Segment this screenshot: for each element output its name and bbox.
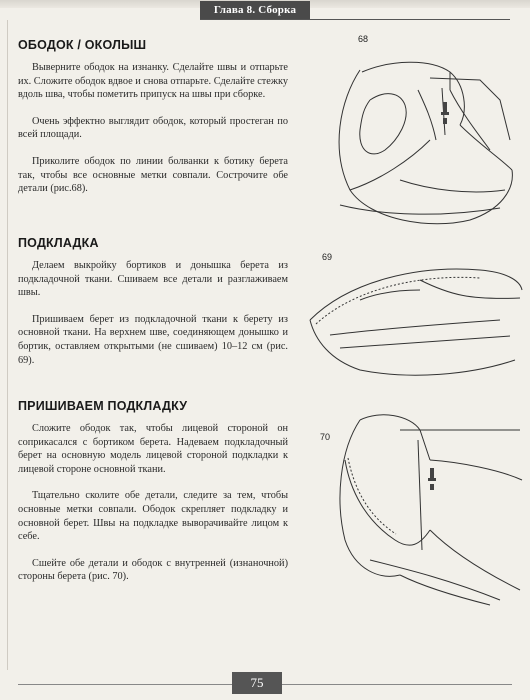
figure-69 (300, 240, 525, 380)
section-rim (18, 38, 288, 196)
figure-70 (300, 400, 525, 610)
beret-rim-illustration (300, 30, 525, 230)
paragraph: Приколите ободок по линии болванки к ботику берета так, чтобы все основные метки совпали. Сострочите обе детали (рис.68). (18, 155, 288, 195)
page-edge-rule (7, 20, 8, 670)
chapter-title: Глава 8. Сборка (200, 1, 310, 19)
figure-number: 70 (320, 432, 331, 442)
sew-lining-illustration (300, 400, 525, 610)
paragraph: Пришиваем берет из подкладочной ткани к берету из основной ткани. На верхнем шве, соединяющем донышко и бортик, оставляем открытыми (не сшиваем) 10–12 см (рис. 69). (18, 313, 288, 366)
paragraph: Очень эффектно выглядит ободок, который простеган по всей площади. (18, 115, 288, 141)
paragraph: Тщательно сколите обе детали, следите за тем, чтобы основные метки совпали. Ободок скрепляет подкладку и основной берет. Швы на подкладке выворачивайте лицом к себе. (18, 490, 288, 543)
figure-number: 68 (358, 34, 369, 44)
figure-68 (300, 30, 525, 230)
header-rule (200, 19, 510, 20)
lining-illustration (300, 240, 525, 380)
section-heading: ПОДКЛАДКА (18, 236, 99, 250)
section-heading: ОБОДОК / ОКОЛЫШ (18, 38, 147, 52)
paragraph: Сшейте обе детали и ободок с внутренней (изнаночной) стороны берета (рис. 70). (18, 557, 288, 583)
paragraph: Сложите ободок так, чтобы лицевой стороной он соприкасался с бортиком берета. Надеваем подкладочный берет на основную модель лицевой стороной подкладки к лицевой стороне основной ткани. (18, 423, 288, 475)
section-lining (18, 236, 288, 367)
page-number: 75 (232, 672, 282, 694)
section-sew-lining (18, 399, 288, 584)
paragraph: Делаем выкройку бортиков и донышка берета из подкладочной ткани. Сшиваем все детали и разглаживаем швы. (18, 260, 288, 299)
section-heading: ПРИШИВАЕМ ПОДКЛАДКУ (18, 399, 188, 413)
paragraph: Выверните ободок на изнанку. Сделайте швы и отпарьте их. Сложите ободок вдвое и снова отпарьте. Сделайте стежку вдоль шва, чтобы пометить припуск на швы при сборке. (18, 62, 288, 101)
figure-number: 69 (322, 252, 333, 262)
